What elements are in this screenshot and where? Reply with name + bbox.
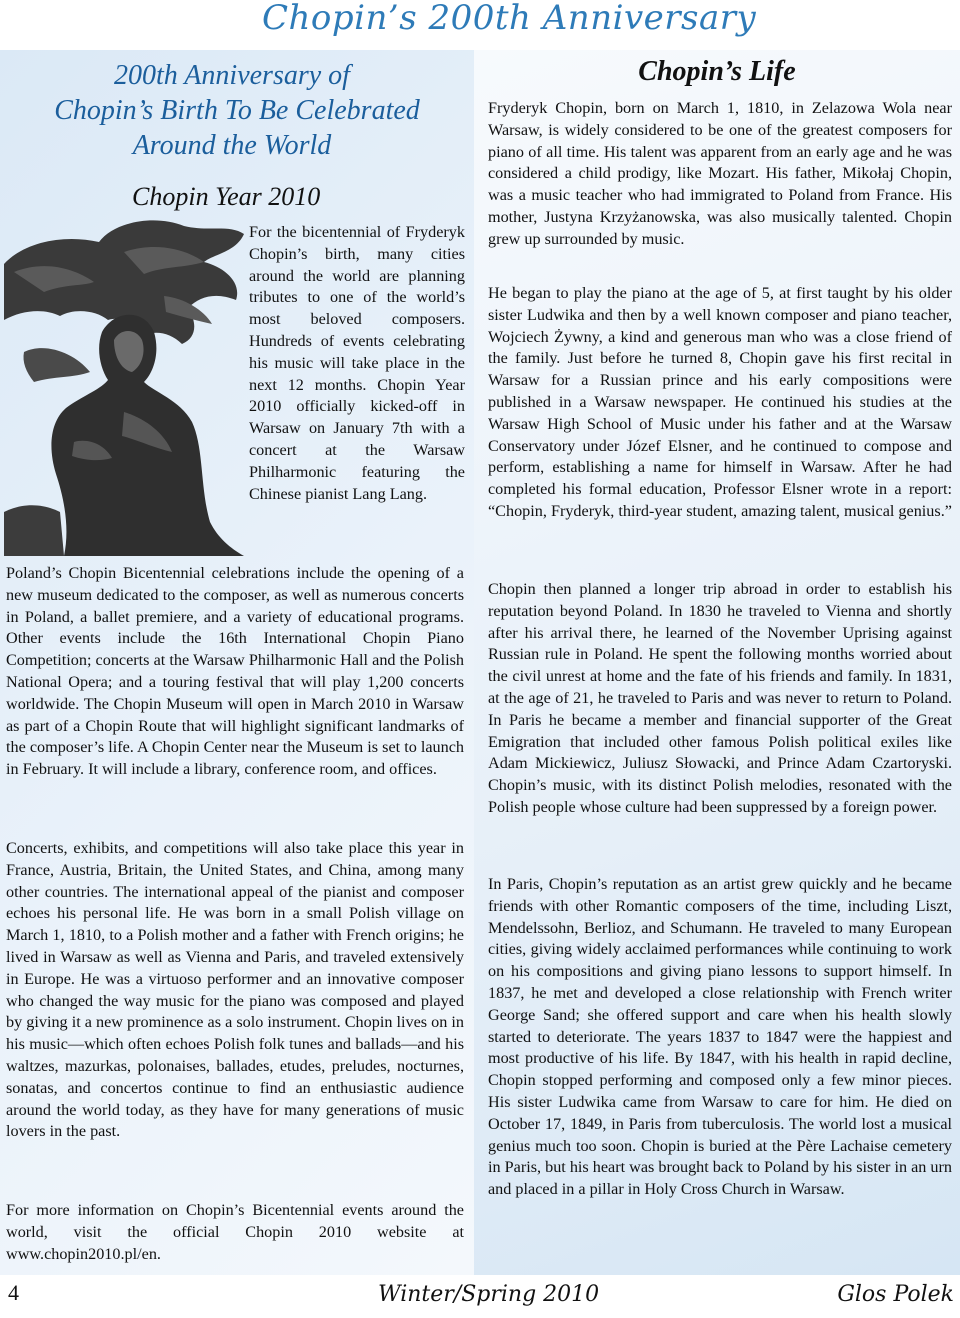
article-paragraph: Poland’s Chopin Bicentennial celebrations include the opening of a new museum dedicated to the composer, as well as numerous concerts in Poland, a ballet premiere, and a variety of educational programs. Other events include the 16th International Chopin Piano Competition; concerts at the Warsaw Philharmonic Hall and the Polish National Opera; and a touring festival that will play 1,200 concerts worldwide. The Chopin Museum will open in March 2010 in Warsaw as part of a Chopin Route that will highlight significant landmarks of the composer’s life. A Chopin Center near the Museum is set to launch in February. It will include a library, conference room, and offices.: [6, 564, 464, 779]
sidebar-paragraph: In Paris, Chopin’s reputation as an artist grew quickly and he became friends with other Romantic composers of the time, including Liszt, Mendelssohn, Berlioz, and Schumann. He traveled to many European cities, giving widely acclaimed performances while continuing to work on his compositions and giving piano lessons to support himself. In 1837, he met and developed a close relationship with French writer George Sand; she offered support and care when his health slowly started to deteriorate. The years 1837 to 1847 were the happiest and most productive of his life. By 1847, with his health in rapid decline, Chopin stopped performing and composed only a few minor pieces. His sister Ludwika came from Warsaw to care for him. He died on October 17, 1849, in Paris from tuberculosis. The world lost a musical genius much too soon. Chopin is buried at the Père Lachaise cemetery in Paris, but his heart was brought back to Poland by his sister in an urn and placed in a pillar in Holy Cross Church in Warsaw.: [488, 875, 952, 1199]
chopin-statue-image: [4, 212, 256, 556]
article-subtitle: Chopin Year 2010: [132, 182, 321, 211]
article-paragraph: For more information on Chopin’s Bicentennial events around the world, visit the official Chopin 2010 website at www.chopin2010.pl/en.: [6, 1201, 464, 1263]
page-number: 4: [8, 1280, 19, 1305]
article-paragraph: Concerts, exhibits, and competitions will also take place this year in France, Austria, Britain, the United States, and China, among many other countries. The international appeal of the pianist and composer echoes his personal life. He was born in a small Polish village on March 1, 1810, to a Polish mother and a father with French origins; he lived in Warsaw as well as Vienna and Paris, and traveled extensively in Europe. He was a virtuoso performer and an innovative composer who changed the way music for the piano was composed and played by giving it a new prominence as a solo instrument. Chopin lives on in his music—which often echoes Polish folk tunes and ballads—and his waltzes, mazurkas, polonaises, ballades, etudes, preludes, nocturnes, sonatas, and concertos continue to find an enthusiastic audience around the world today, as they have for many generations of music lovers in the past.: [6, 839, 464, 1141]
sidebar-title: Chopin’s Life: [638, 56, 796, 87]
header-title: Chopin’s 200th Anniversary: [262, 0, 757, 38]
sidebar-paragraph: Fryderyk Chopin, born on March 1, 1810, in Zelazowa Wola near Warsaw, is widely considered to be one of the greatest composers for piano of all time. His talent was apparent from an early age and he was considered a child prodigy, like Mozart. His father, Mikołaj Chopin, was a music teacher who had immigrated to Poland from France. His mother, Justyna Krzyżanowska, was also musically talented. Chopin grew up surrounded by music.: [488, 99, 952, 248]
article-title-line: Around the World: [132, 130, 332, 161]
page-footer: [0, 1278, 960, 1318]
article-title-line: 200th Anniversary of: [114, 60, 350, 91]
article-intro: For the bicentennial of Fryderyk Chopin’s birth, many cities around the world are planning tributes to one of the world’s most beloved composers. Hundreds of events celebrating his music will take place in the next 12 months. Chopin Year 2010 officially kicked-off in Warsaw on January 7th with a concert at the Warsaw Philharmonic featuring the Chinese pianist Lang Lang.: [249, 223, 465, 503]
issue-label: Winter/Spring 2010: [378, 1282, 600, 1307]
sidebar-paragraph: He began to play the piano at the age of 5, at first taught by his older sister Ludwika and then by a well known composer and piano teacher, Wojciech Żywny, a kind and generous man who was a close friend of the family. Just before he turned 8, Chopin gave his first recital in Warsaw for a Russian prince and his early compositions were published in a Warsaw newspaper. He continued his studies at the Warsaw High School of Music under his father and at the Warsaw Conservatory under Józef Elsner, and he continued to compose and perform, establishing a name for himself in Warsaw. After he had completed his formal education, Professor Elsner wrote in a report: “Chopin, Fryderyk, third-year student, amazing talent, musical genius.”: [488, 284, 952, 520]
publication-name: Glos Polek: [837, 1282, 954, 1307]
article-title-line: Chopin’s Birth To Be Celebrated: [54, 95, 420, 126]
article-title: [0, 58, 474, 163]
sidebar-paragraph: Chopin then planned a longer trip abroad in order to establish his reputation beyond Poland. In 1830 he traveled to Vienna and shortly after his arrival there, he learned of the November Uprising against Russian rule in Poland. He spent the following months worried about the civil unrest at home and the fate of his friends and family. In 1831, at the age of 21, he traveled to Paris and was never to return to Poland. In Paris he became a member and financial supporter of the Great Emigration that included other famous Polish political exiles like Adam Mickiewicz, Juliusz Słowacki, and Prince Adam Czartoryski. Chopin’s music, with its distinct Polish melodies, resonated with the Polish people whose culture had been suppressed by a foreign power.: [488, 580, 952, 816]
page-header: [0, 0, 960, 48]
